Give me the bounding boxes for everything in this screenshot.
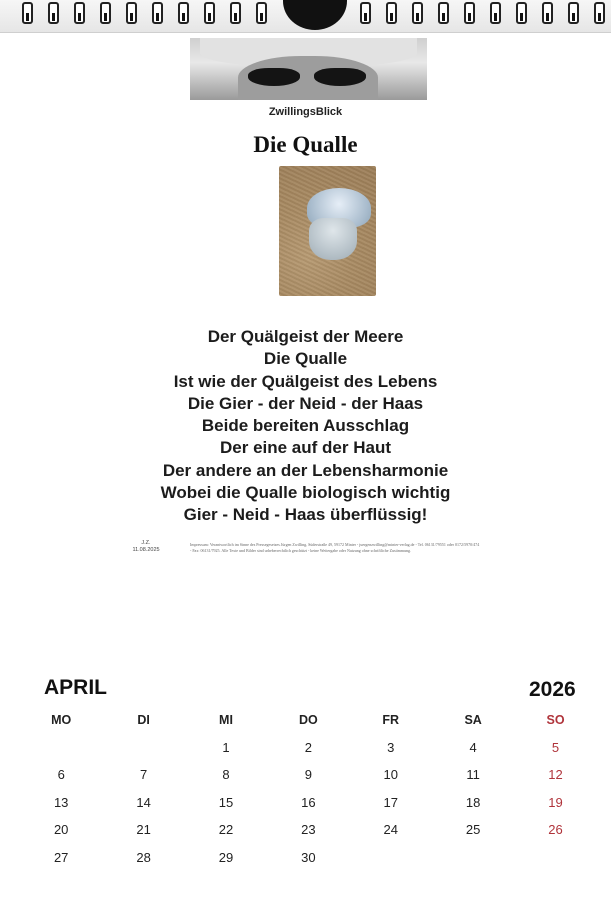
day-cell: 13 xyxy=(53,794,69,810)
day-cell-sunday: 12 xyxy=(548,767,563,782)
day-cell xyxy=(20,738,102,766)
spiral-ring xyxy=(542,2,553,24)
spiral-ring xyxy=(126,2,137,24)
poem-line: Die Gier - der Neid - der Haas xyxy=(187,393,424,413)
poem-line: Wobei die Qualle biologisch wichtig xyxy=(160,483,451,503)
day-cell-sunday: 19 xyxy=(548,794,563,810)
spiral-ring xyxy=(48,2,59,24)
hanger-hole xyxy=(283,0,347,30)
calendar-grid xyxy=(20,710,600,875)
day-cell: 20 xyxy=(53,822,69,837)
day-cell: 22 xyxy=(218,822,234,837)
sunglasses-icon xyxy=(248,68,368,86)
page-title: Die Qualle xyxy=(253,132,358,157)
spiral-ring xyxy=(100,2,111,24)
signature xyxy=(126,540,166,554)
spiral-ring xyxy=(490,2,501,24)
imprint-text: Impressum: Verantwortlich im Sinne des Pressegesetzes Jürgen Zwilling, Süderstraße 49, 59172 Minter - juergenzwilling@minter-verlag.de - Tel. 06131/79551 oder 0172/5970/474 - Fax: 06131/7925. Alle Texte und Bilder sind urheberrechtlich geschützt - keine Weitergabe oder Nutzung ohne schriftliche Zustimmung. xyxy=(190,542,480,553)
spiral-ring xyxy=(438,2,449,24)
spiral-ring xyxy=(386,2,397,24)
calendar-year: 2026 xyxy=(529,678,576,701)
day-cell: 11 xyxy=(466,767,480,782)
day-cell: 21 xyxy=(136,822,151,837)
spiral-ring xyxy=(152,2,163,24)
day-cell xyxy=(350,848,432,876)
poem-line: Die Qualle xyxy=(263,349,348,369)
weekday-label: DO xyxy=(298,713,318,727)
week-row xyxy=(20,820,600,848)
day-cell: 6 xyxy=(57,767,65,782)
day-cell: 16 xyxy=(301,794,316,810)
week-row xyxy=(20,765,600,793)
spiral-ring xyxy=(594,2,605,24)
spiral-ring xyxy=(360,2,371,24)
day-cell: 8 xyxy=(222,767,230,782)
poem-line: Ist wie der Quälgeist des Lebens xyxy=(173,371,438,391)
day-cell: 24 xyxy=(383,822,398,837)
spiral-ring xyxy=(412,2,423,24)
weekday-label: FR xyxy=(382,713,400,727)
day-cell: 30 xyxy=(301,849,316,865)
week-row xyxy=(20,738,600,766)
week-row xyxy=(20,848,600,876)
day-cell: 1 xyxy=(222,739,230,755)
calendar-month: APRIL xyxy=(44,676,107,699)
day-cell: 23 xyxy=(301,822,316,837)
spiral-ring xyxy=(74,2,85,24)
weekday-label: DI xyxy=(137,713,150,727)
signature-initials: J.Z. xyxy=(141,540,151,546)
poem xyxy=(0,326,611,527)
week-row xyxy=(20,793,600,821)
brand-label: ZwillingsBlick xyxy=(268,106,343,118)
weekday-label: MI xyxy=(219,713,233,727)
day-cell xyxy=(102,738,184,766)
jellyfish-arms xyxy=(309,218,357,260)
day-cell: 17 xyxy=(383,794,398,810)
poem-line: Gier - Neid - Haas überflüssig! xyxy=(183,505,428,525)
spiral-ring xyxy=(568,2,579,24)
day-cell-sunday: 26 xyxy=(548,822,563,837)
signature-date: 11.08.2025 xyxy=(132,547,160,553)
day-cell: 18 xyxy=(465,794,481,810)
jellyfish-photo xyxy=(279,166,376,296)
weekday-label: MO xyxy=(51,713,72,727)
spiral-ring xyxy=(256,2,267,24)
day-cell: 28 xyxy=(136,849,151,865)
spiral-ring xyxy=(464,2,475,24)
spiral-ring xyxy=(204,2,215,24)
poem-line: Beide bereiten Ausschlag xyxy=(201,416,410,436)
day-cell: 27 xyxy=(53,849,69,865)
day-cell: 2 xyxy=(304,739,312,755)
weekday-label: SA xyxy=(464,713,482,727)
day-cell: 3 xyxy=(387,739,395,755)
spiral-ring xyxy=(22,2,33,24)
day-cell xyxy=(432,848,514,876)
poem-line: Der andere an der Lebensharmonie xyxy=(162,460,449,480)
calendar-spiral-binding xyxy=(0,0,611,33)
poem-line: Der Quälgeist der Meere xyxy=(207,327,404,346)
spiral-ring xyxy=(230,2,241,24)
day-cell: 29 xyxy=(218,849,234,865)
day-cell: 14 xyxy=(136,794,151,810)
day-cell: 4 xyxy=(469,739,477,755)
poem-line: Der eine auf der Haut xyxy=(220,438,391,458)
day-cell: 9 xyxy=(304,767,312,782)
day-cell-sunday: 5 xyxy=(551,739,560,755)
day-cell: 10 xyxy=(383,767,398,782)
day-cell: 7 xyxy=(139,767,148,782)
day-cell: 15 xyxy=(218,794,234,810)
spiral-ring xyxy=(178,2,189,24)
spiral-ring xyxy=(516,2,527,24)
header-photo xyxy=(190,38,427,100)
weekday-header-row xyxy=(20,710,600,738)
day-cell-sunday xyxy=(514,848,596,876)
weekday-label-sunday: SO xyxy=(546,713,565,727)
day-cell: 25 xyxy=(465,822,481,837)
